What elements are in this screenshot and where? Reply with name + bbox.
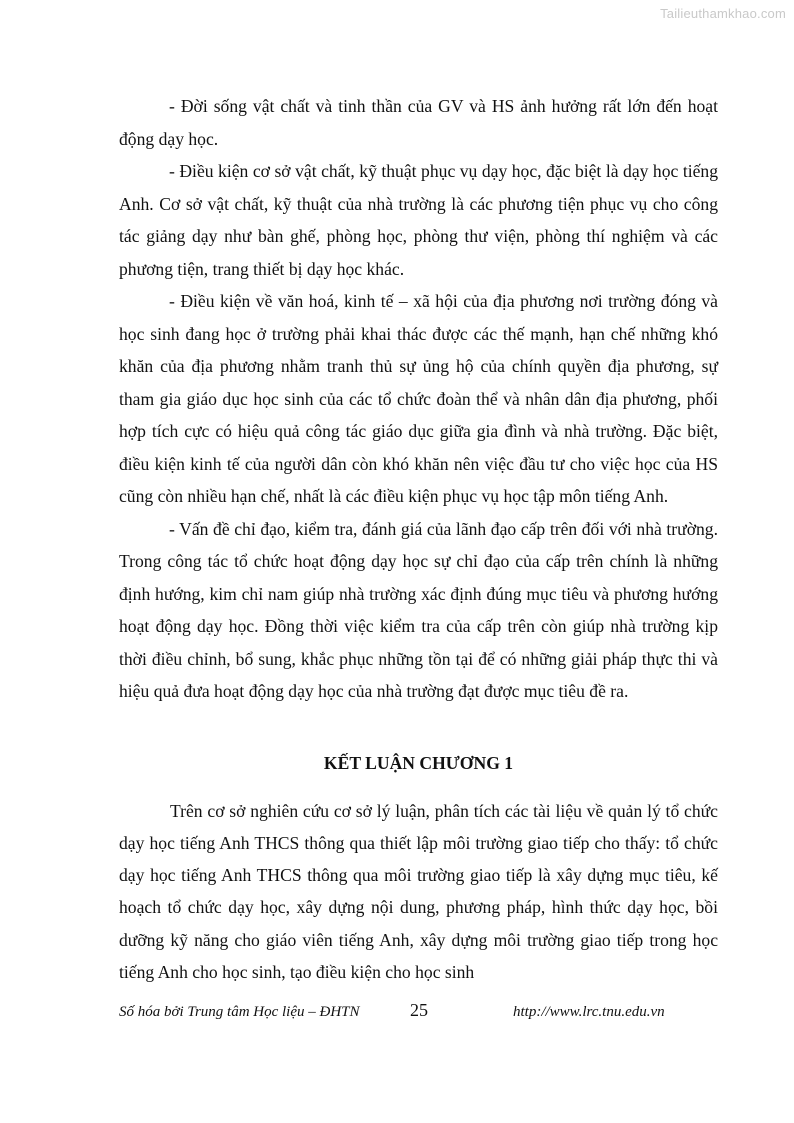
paragraph-local-conditions: - Điều kiện về văn hoá, kinh tế – xã hội của địa phương nơi trường đóng và học sinh đang học ở trường phải khai thác được các thế mạnh, hạn chế những khó khăn của địa phương nhằm tranh thủ sự ủng hộ của chính quyền địa phương, sự tham gia giáo dục học sinh của các tổ chức đoàn thể và nhân dân địa phương, phối hợp tích cực có hiệu quả công tác giáo dục giữa gia đình và nhà trường. Đặc biệt, điều kiện kinh tế của người dân còn khó khăn nên việc đầu tư cho việc học của HS cũng còn nhiều hạn chế, nhất là các điều kiện phục vụ học tập môn tiếng Anh. [119, 291, 718, 506]
page-footer [119, 1000, 718, 1026]
footer-url: http://www.lrc.tnu.edu.vn [513, 1004, 665, 1020]
paragraph-leadership: - Vấn đề chỉ đạo, kiểm tra, đánh giá của lãnh đạo cấp trên đối với nhà trường. Trong công tác tổ chức hoạt động dạy học sự chỉ đạo của cấp trên chính là những định hướng, kim chỉ nam giúp nhà trường xác định đúng mục tiêu và phương hướng hoạt động dạy học. Đồng thời việc kiểm tra của cấp trên còn giúp nhà trường kịp thời điều chỉnh, bổ sung, khắc phục những tồn tại để có những giải pháp thực thi và hiệu quả đưa hoạt động dạy học của nhà trường đạt được mục tiêu đề ra. [119, 518, 718, 701]
paragraph-conclusion: Trên cơ sở nghiên cứu cơ sở lý luận, phân tích các tài liệu về quản lý tổ chức dạy học tiếng Anh THCS thông qua thiết lập môi trường giao tiếp cho thấy: tổ chức dạy học tiếng Anh THCS thông qua môi trường giao tiếp là xây dựng mục tiêu, kế hoạch tổ chức dạy học, xây dựng nội dung, phương pháp, hình thức dạy học, bồi dưỡng kỹ năng cho giáo viên tiếng Anh, xây dựng môi trường giao tiếp trong học tiếng Anh cho học sinh, tạo điều kiện cho học sinh [119, 800, 718, 982]
footer-source-text: Số hóa bởi Trung tâm Học liệu – ĐHTN [119, 1004, 360, 1020]
paragraph-facilities: - Điều kiện cơ sở vật chất, kỹ thuật phục vụ dạy học, đặc biệt là dạy học tiếng Anh. Cơ sở vật chất, kỹ thuật của nhà trường là các phương tiện phục vụ cho công tác giảng dạy như bàn ghế, phòng học, phòng thư viện, phòng thí nghiệm và các phương tiện, trang thiết bị dạy học khác. [119, 161, 718, 279]
page-number: 25 [410, 1000, 428, 1020]
paragraph-living-conditions: - Đời sống vật chất và tinh thần của GV và HS ảnh hưởng rất lớn đến hoạt động dạy học. [119, 96, 718, 149]
watermark-text: Tailieuthamkhao.com [660, 6, 786, 21]
page-content [119, 90, 718, 988]
chapter-conclusion-heading: KẾT LUẬN CHƯƠNG 1 [323, 752, 514, 773]
